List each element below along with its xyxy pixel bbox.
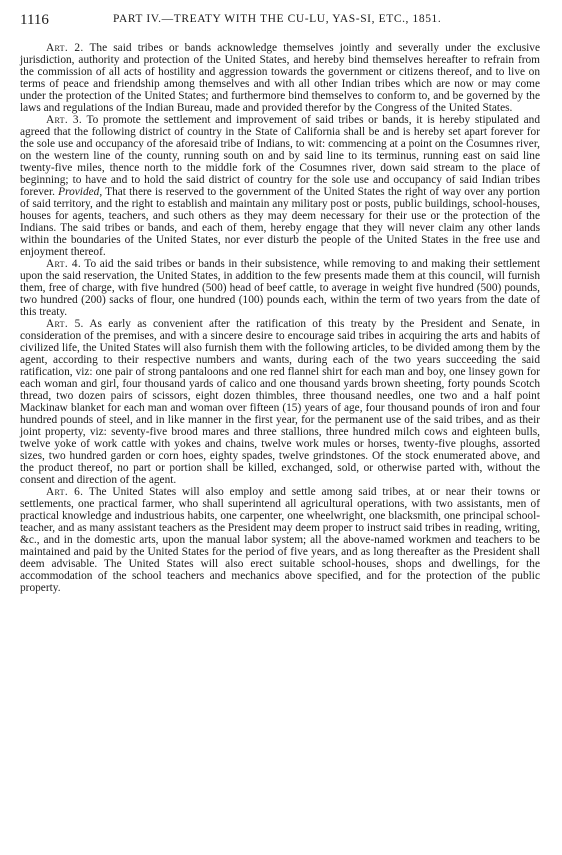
- treaty-text: [20, 42, 540, 594]
- article-text: To promote the settlement and improvement of said tribes or bands, it is hereby stipulated and agreed that the following district of country in the State of California shall be and is hereby set apart forever for the sole use and occupancy of the aforesaid tribe of Indians, to wit: commencing at a point on the Cosumnes river, on the western line of the county, running south on and by said line to its terminus, running east on said line twenty-five miles, thence north to the middle fork of the Cosumnes river, down said stream to the place of beginning; to have and to hold the said district of country for the sole use and occupancy of said Indian tribes forever.: [20, 114, 541, 198]
- article-text: As early as convenient after the ratification of this treaty by the President and Senate, in consideration of the premises, and with a sincere desire to encourage said tribes in acquiring the arts and habits of civilized life, the United States will also furnish them with the following articles, to be divided among them by the agent, according to their respective numbers and wants, during each of the two years succeeding the said ratification, viz: one pair of strong pantaloons and one red flannel shirt for each man and boy, one linsey gown for each woman and girl, four thousand yards of calico and one thousand yards brown sheeting, forty pounds Scotch thread, two dozen pairs of scissors, eight dozen thimbles, three thousand needles, one two and a half point Mackinaw blanket for each man and woman over fifteen (15) years of age, four thousand pounds of iron and four hundred pounds of steel, and in like manner in the first year, for the permanent use of the said tribes, and as their joint property, viz: seventy-five brood mares and three stallions, three hundred milch cows and eighteen bulls, twelve yoke of work cattle with yokes and chains, twelve work mules or horses, twenty-five ploughs, assorted sizes, two hundred garden or corn hoes, eighty spades, twelve grindstones. Of the stock enumerated above, and the product thereof, no part or portion shall be killed, exchanged, sold, or otherwise parted with, without the consent and direction of the agent.: [20, 318, 540, 486]
- running-head: PART IV.—TREATY WITH THE CU-LU, YAS-SI, ETC., 1851.: [113, 13, 442, 25]
- article-text: The United States will also employ and settle among said tribes, at or near their towns or settlements, one practical farmer, who shall superintend all agricultural operations, with two assistants, men of practical knowledge and industrious habits, one carpenter, one wheelwright, one blacksmith, one principal school-teacher, and as many assistant teachers as the President may deem proper to instruct said tribes in reading, writing, &c., and in the domestic arts, upon the manual labor system; all the above-named workmen and teachers to be maintained and paid by the United States for the period of five years, and as long thereafter as the President shall deem advisable. The United States will also erect suitable school-houses, shops and dwellings, for the accommodation of the school teachers and mechanics above specified, and for the protection of the public property.: [20, 486, 540, 594]
- article-3: [20, 114, 540, 258]
- article-5: [20, 318, 540, 486]
- article-label: Art. 2.: [46, 42, 84, 54]
- article-label: Art. 6.: [46, 486, 84, 498]
- page-number: 1116: [20, 12, 49, 28]
- article-2: [20, 42, 540, 114]
- article-label: Art. 4.: [46, 258, 81, 270]
- article-text: To aid the said tribes or bands in their subsistence, while removing to and making their settlement upon the said reservation, the United States, in addition to the few presents made them at this council, will furnish them, free of charge, with five hundred (500) head of beef cattle, to average in weight five hundred (500) pounds, two hundred (200) sacks of flour, one hundred (100) pounds each, within the term of two years from the date of this treaty.: [20, 258, 541, 318]
- article-text: The said tribes or bands acknowledge themselves jointly and severally under the exclusive jurisdiction, authority and protection of the United States, and hereby bind themselves hereafter to refrain from the commission of all acts of hostility and aggression towards the government or citizens thereof, and to live on terms of peace and friendship among themselves and with all other Indian tribes which are now or may come under the protection of the United States; and furthermore bind themselves to conform to, and be governed by the laws and regulations of the Indian Bureau, made and provided therefor by the Congress of the United States.: [20, 42, 540, 114]
- article-label: Art. 3.: [46, 114, 83, 126]
- article-6: [20, 486, 540, 594]
- article-text-continued: That there is reserved to the government of the United States the right of way over any portion of said territory, and the right to establish and maintain any military post or posts, public buildings, school-houses, houses for agents, teachers, and such others as they may deem necessary for their use or the protection of the Indians. The said tribes or bands, and each of them, hereby engage that they will never claim any other lands within the boundaries of the United States, nor ever disturb the people of the United States in the free use and enjoyment thereof.: [20, 186, 540, 258]
- proviso-italic: Provided,: [58, 186, 103, 198]
- article-4: [20, 258, 540, 318]
- article-label: Art. 5.: [46, 318, 84, 330]
- page-header: [20, 8, 540, 30]
